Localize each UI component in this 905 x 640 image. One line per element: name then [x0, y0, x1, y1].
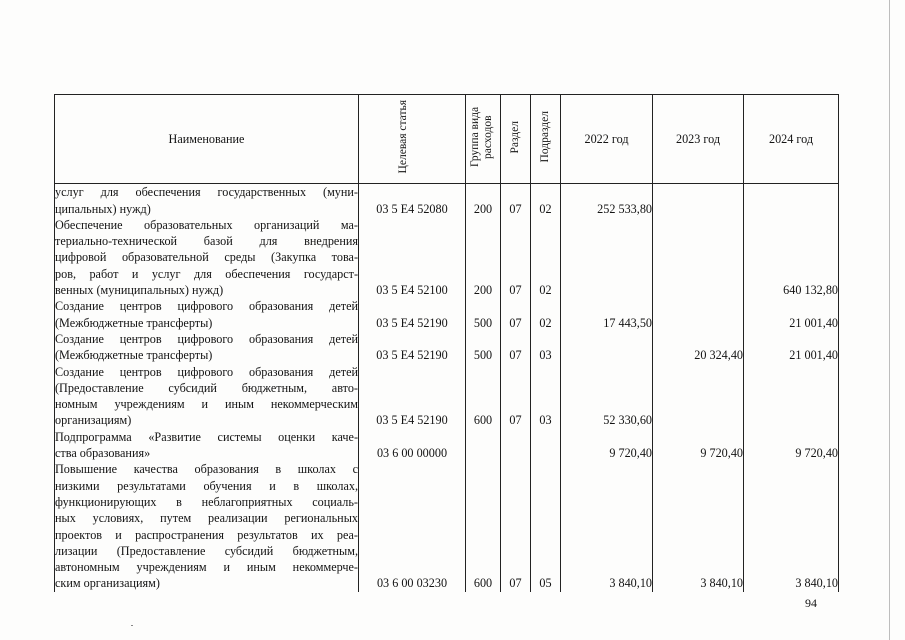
- table-row: [55, 184, 839, 217]
- header-target-article: Целевая статья: [359, 95, 466, 184]
- row-name: [55, 461, 359, 591]
- row-target-article: 03 6 00 03230: [359, 461, 466, 591]
- row-name-line: цифровой образовательной среды (Закупка това-: [55, 250, 358, 265]
- table-row: [55, 429, 839, 462]
- row-name-line: венных (муниципальных) нужд): [55, 283, 224, 298]
- row-expense-group: 500: [466, 298, 501, 331]
- table-header-row: [55, 95, 839, 184]
- row-amount-2023: [653, 184, 744, 217]
- row-name-line: Подпрограмма «Развитие системы оценки каче-: [55, 429, 358, 444]
- row-name-line: Создание центров цифрового образования детей: [55, 364, 358, 379]
- row-expense-group: 200: [466, 217, 501, 298]
- row-section: 07: [501, 461, 531, 591]
- row-amount-2022: [561, 217, 653, 298]
- budget-table: [54, 94, 839, 592]
- row-amount-2024: 21 001,40: [744, 331, 839, 364]
- row-amount-2024: 9 720,40: [744, 429, 839, 462]
- row-amount-2023: [653, 298, 744, 331]
- table-row: [55, 461, 839, 591]
- row-target-article: 03 5 E4 52190: [359, 298, 466, 331]
- header-name: Наименование: [55, 95, 359, 184]
- row-name: [55, 184, 359, 217]
- header-section: Раздел: [501, 95, 531, 184]
- row-name-line: ципальных) нужд): [55, 201, 151, 216]
- row-expense-group: 600: [466, 461, 501, 591]
- row-subsection: 03: [531, 364, 561, 429]
- table-row: [55, 364, 839, 429]
- row-name: [55, 429, 359, 462]
- row-name-line: ским организациям): [55, 576, 160, 591]
- table-row: [55, 298, 839, 331]
- row-target-article: 03 5 E4 52100: [359, 217, 466, 298]
- header-expense-group: Группа вида расходов: [466, 95, 501, 184]
- row-amount-2022: 3 840,10: [561, 461, 653, 591]
- row-amount-2023: 9 720,40: [653, 429, 744, 462]
- row-amount-2023: [653, 217, 744, 298]
- row-expense-group: 600: [466, 364, 501, 429]
- row-name-line: ров, работ и услуг для обеспечения государст-: [55, 266, 358, 281]
- row-subsection: [531, 429, 561, 462]
- row-amount-2024: [744, 364, 839, 429]
- row-amount-2022: 9 720,40: [561, 429, 653, 462]
- row-amount-2023: 3 840,10: [653, 461, 744, 591]
- header-year-2022: 2022 год: [561, 95, 653, 184]
- row-subsection: 02: [531, 184, 561, 217]
- row-name-line: (Предоставление субсидий бюджетным, авто-: [55, 380, 358, 395]
- row-subsection: 05: [531, 461, 561, 591]
- row-expense-group: 200: [466, 184, 501, 217]
- row-name-line: ства образования»: [55, 446, 151, 461]
- row-section: 07: [501, 298, 531, 331]
- row-name-line: Создание центров цифрового образования детей: [55, 299, 358, 314]
- row-name-line: (Межбюджетные трансферты): [55, 348, 213, 363]
- row-expense-group: [466, 429, 501, 462]
- row-name-line: организациям): [55, 413, 132, 428]
- row-name: [55, 364, 359, 429]
- row-name-line: автономным учреждениям и иным некоммерче-: [55, 560, 358, 575]
- row-target-article: 03 5 E4 52190: [359, 364, 466, 429]
- row-subsection: 02: [531, 298, 561, 331]
- row-name: [55, 217, 359, 298]
- row-name-line: Повышение качества образования в школах с: [55, 462, 358, 477]
- row-subsection: 03: [531, 331, 561, 364]
- row-name-line: Создание центров цифрового образования детей: [55, 331, 358, 346]
- row-name-line: номным учреждениям и иным некоммерческим: [55, 397, 358, 412]
- row-amount-2024: 3 840,10: [744, 461, 839, 591]
- row-name-line: Обеспечение образовательных организаций ма-: [55, 217, 358, 232]
- row-name-line: ных условиях, путем реализации региональных: [55, 511, 358, 526]
- row-name-line: услуг для обеспечения государственных (муни-: [55, 185, 358, 200]
- row-name-line: функционирующих в неблагоприятных социаль-: [55, 494, 358, 509]
- row-expense-group: 500: [466, 331, 501, 364]
- scan-edge-line: [889, 0, 890, 640]
- header-year-2023: 2023 год: [653, 95, 744, 184]
- row-name: [55, 298, 359, 331]
- row-subsection: 02: [531, 217, 561, 298]
- row-target-article: 03 5 E4 52080: [359, 184, 466, 217]
- row-amount-2022: 52 330,60: [561, 364, 653, 429]
- row-section: [501, 429, 531, 462]
- header-subsection: Подраздел: [531, 95, 561, 184]
- table-row: [55, 217, 839, 298]
- row-name-line: териально-технической базой для внедрения: [55, 234, 358, 249]
- row-section: 07: [501, 331, 531, 364]
- row-amount-2022: 252 533,80: [561, 184, 653, 217]
- row-section: 07: [501, 364, 531, 429]
- row-name-line: (Межбюджетные трансферты): [55, 315, 213, 330]
- row-amount-2023: [653, 364, 744, 429]
- row-target-article: 03 5 E4 52190: [359, 331, 466, 364]
- row-amount-2023: 20 324,40: [653, 331, 744, 364]
- scan-speck: [131, 625, 133, 626]
- row-name: [55, 331, 359, 364]
- row-amount-2024: 640 132,80: [744, 217, 839, 298]
- row-amount-2022: [561, 331, 653, 364]
- row-name-line: низкими результатами обучения и в школах,: [55, 478, 358, 493]
- header-year-2024: 2024 год: [744, 95, 839, 184]
- row-target-article: 03 6 00 00000: [359, 429, 466, 462]
- row-amount-2024: 21 001,40: [744, 298, 839, 331]
- row-name-line: лизации (Предоставление субсидий бюджетным,: [55, 543, 358, 558]
- page-number: 94: [805, 596, 817, 610]
- row-section: 07: [501, 184, 531, 217]
- row-amount-2022: 17 443,50: [561, 298, 653, 331]
- row-amount-2024: [744, 184, 839, 217]
- row-name-line: проектов и распространения результатов их реа-: [55, 527, 358, 542]
- row-section: 07: [501, 217, 531, 298]
- table-row: [55, 331, 839, 364]
